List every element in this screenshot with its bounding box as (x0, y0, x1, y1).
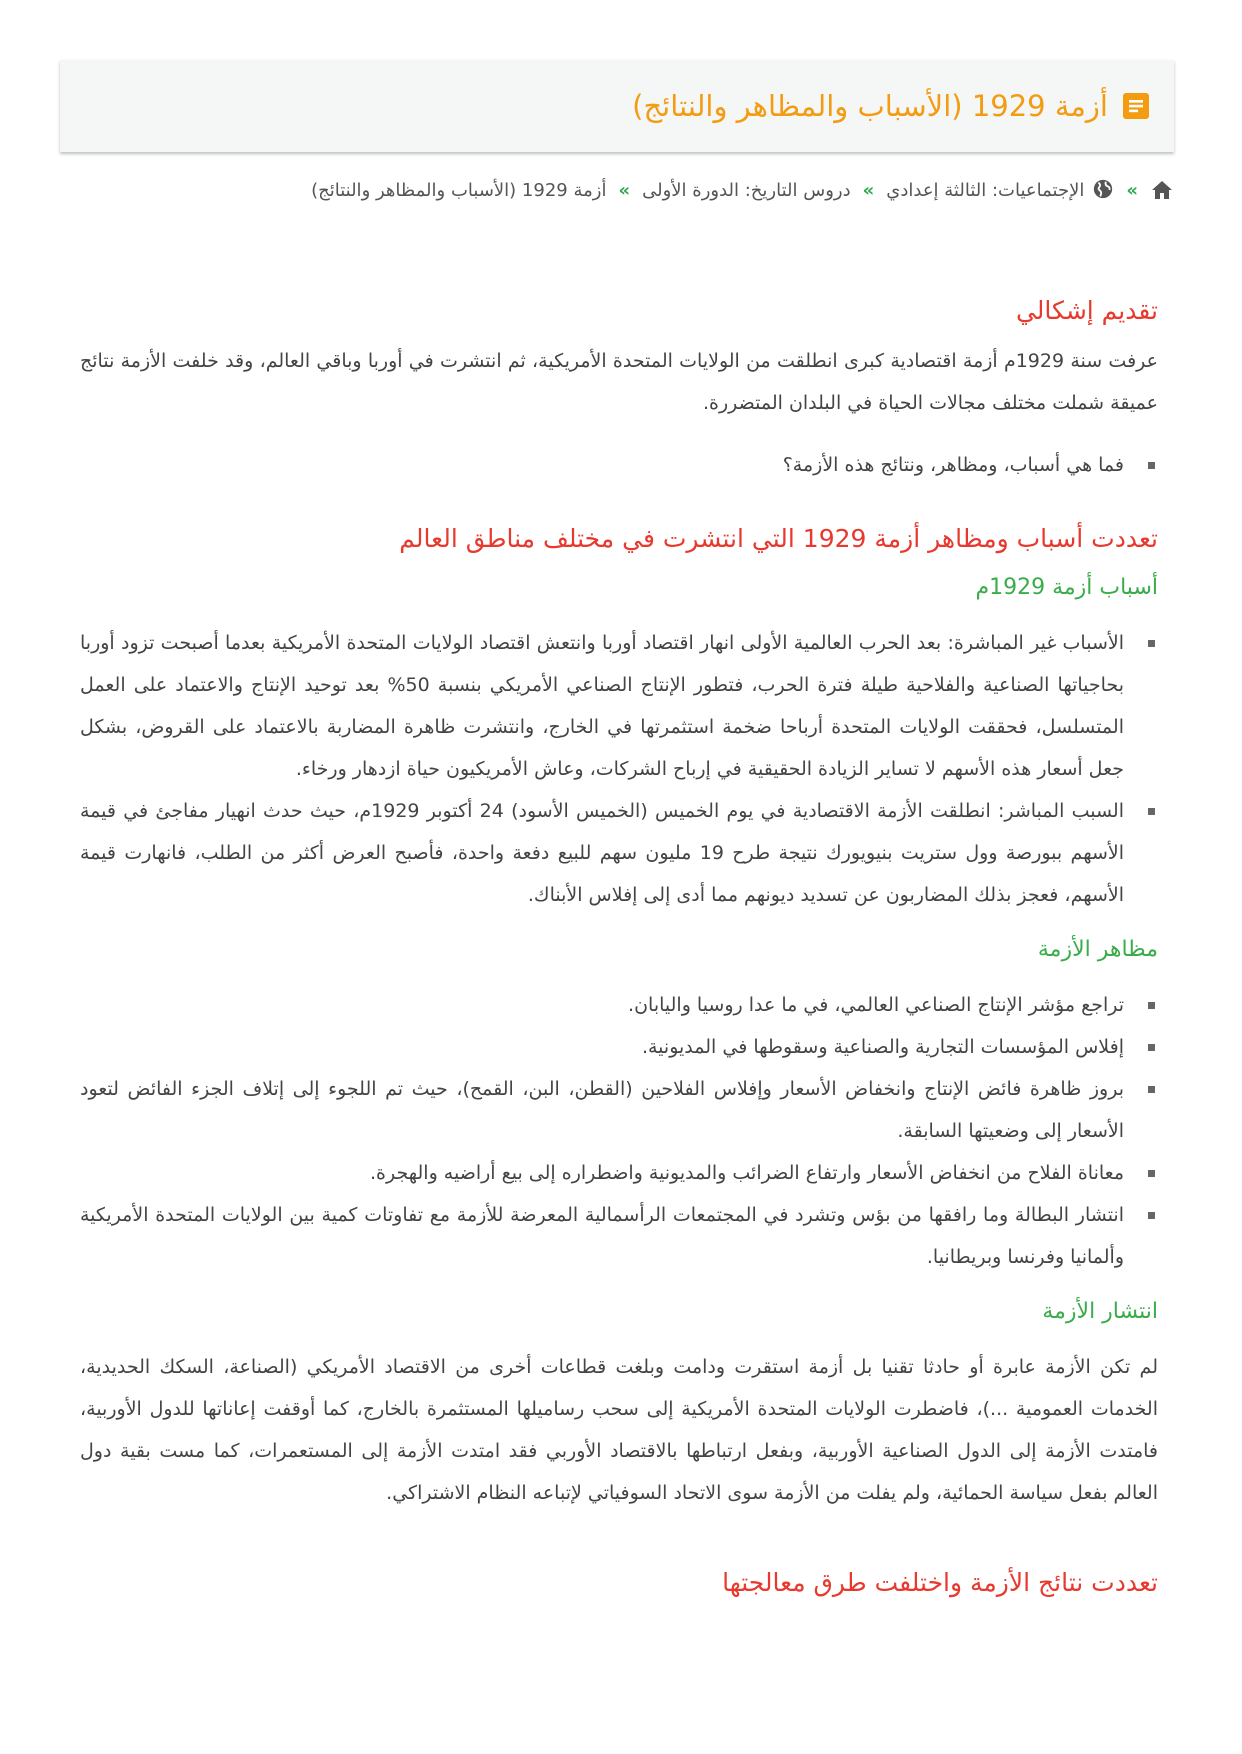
list-item: الأسباب غير المباشرة: بعد الحرب العالمية الأولى انهار اقتصاد أوربا وانتعش اقتصاد الولايات المتحدة الأمريكية بعدما أصبحت تزود أوربا بحاجياتها الصناعية والفلاحية طيلة فترة الحرب، فتطور الإنتاج الصناعي الأمريكي بنسبة 50% بعد توحيد الإنتاج والاعتماد على العمل المتسلسل، فحققت الولايات المتحدة أرباحا ضخمة استثمرتها في الخارج، وانتشرت ظاهرة المضاربة بالاعتماد على القروض، بشكل جعل أسعار هذه الأسهم لا تساير الزيادة الحقيقية في إرباح الشركات، وعاش الأمريكيون حياة ازدهار ورخاء. (80, 622, 1158, 790)
results-heading: تعددت نتائج الأزمة واختلفت طرق معالجتها (722, 1568, 1158, 1597)
breadcrumb-item-grade[interactable]: الإجتماعيات: الثالثة إعدادي (886, 179, 1085, 201)
manifestations-list (80, 984, 1158, 1278)
intro-heading: تقديم إشكالي (1015, 296, 1158, 325)
intro-paragraph: عرفت سنة 1929م أزمة اقتصادية كبرى انطلقت من الولايات المتحدة الأمريكية، ثم انتشرت في أوربا وباقي العالم، وقد خلفت الأزمة نتائج عميقة شملت مختلف مجالات الحياة في البلدان المتضررة. (80, 350, 1158, 414)
spread-subheading: انتشار الأزمة (1042, 1299, 1158, 1324)
manifestations-subheading: مظاهر الأزمة (1037, 937, 1158, 962)
question-list (80, 444, 1158, 486)
breadcrumb-separator: » (1126, 179, 1138, 201)
spread-paragraph: لم تكن الأزمة عابرة أو حادثا تقنيا بل أزمة استقرت ودامت وبلغت قطاعات أخرى من الاقتصاد الأمريكي (الصناعة، السكك الحديدية، الخدمات العمومية ...)، فاضطرت الولايات المتحدة الأمريكية إلى سحب رساميلها المستثمرة بالخارج، كما أوقفت إعاناتها للدول الأوربية، فامتدت الأزمة إلى الدول الصناعية الأوربية، وبفعل ارتباطها بالاقتصاد الأوربي فقد امتدت الأزمة إلى المستعمرات، كما مست بقية دول العالم بفعل سياسة الحمائية، ولم يفلت من الأزمة سوى الاتحاد السوفياتي لإتباعه النظام الاشتراكي. (80, 1356, 1158, 1504)
breadcrumb (60, 178, 1174, 202)
title-card (60, 60, 1174, 152)
breadcrumb-item-current: أزمة 1929 (الأسباب والمظاهر والنتائج) (311, 179, 607, 201)
causes-subheading: أسباب أزمة 1929م (975, 575, 1158, 600)
list-item: تراجع مؤشر الإنتاج الصناعي العالمي، في ما عدا روسيا واليابان. (80, 984, 1158, 1026)
breadcrumb-separator: » (618, 179, 631, 201)
list-item: معاناة الفلاح من انخفاض الأسعار وارتفاع الضرائب والمديونية واضطراره إلى بيع أراضيه والهجرة. (80, 1152, 1158, 1194)
page-title: أزمة 1929 (الأسباب والمظاهر والنتائج) (632, 89, 1108, 123)
document-icon (1122, 92, 1150, 120)
globe-icon (1090, 178, 1114, 202)
list-item: إفلاس المؤسسات التجارية والصناعية وسقوطها في المديونية. (80, 1026, 1158, 1068)
causes-heading: تعددت أسباب ومظاهر أزمة 1929 التي انتشرت في مختلف مناطق العالم (399, 524, 1158, 553)
list-item: بروز ظاهرة فائض الإنتاج وانخفاض الأسعار وإفلاس الفلاحين (القطن، البن، القمح)، حيث تم اللجوء إلى إتلاف الجزء الفائض لتعود الأسعار إلى وضعيتها السابقة. (80, 1068, 1158, 1152)
list-item: انتشار البطالة وما رافقها من بؤس وتشرد في المجتمعات الرأسمالية المعرضة للأزمة مع تفاوتات كمية بين الولايات المتحدة الأمريكية وألمانيا وفرنسا وبريطانيا. (80, 1194, 1158, 1278)
causes-list (80, 622, 1158, 916)
list-item: السبب المباشر: انطلقت الأزمة الاقتصادية في يوم الخميس (الخميس الأسود) 24 أكتوبر 1929م، حيث حدث انهيار مفاجئ في قيمة الأسهم ببورصة وول ستريت بنيويورك نتيجة طرح 19 مليون سهم للبيع دفعة واحدة، فأصبح العرض أكثر من الطلب، فانهارت قيمة الأسهم، فعجز بذلك المضاربون عن تسديد ديونهم مما أدى إلى إفلاس الأبناك. (80, 790, 1158, 916)
breadcrumb-separator: » (862, 179, 875, 201)
home-icon[interactable] (1150, 178, 1174, 202)
breadcrumb-item-history[interactable]: دروس التاريخ: الدورة الأولى (642, 179, 851, 201)
article-content (80, 290, 1158, 1604)
list-item: فما هي أسباب، ومظاهر، ونتائج هذه الأزمة؟ (80, 444, 1158, 486)
